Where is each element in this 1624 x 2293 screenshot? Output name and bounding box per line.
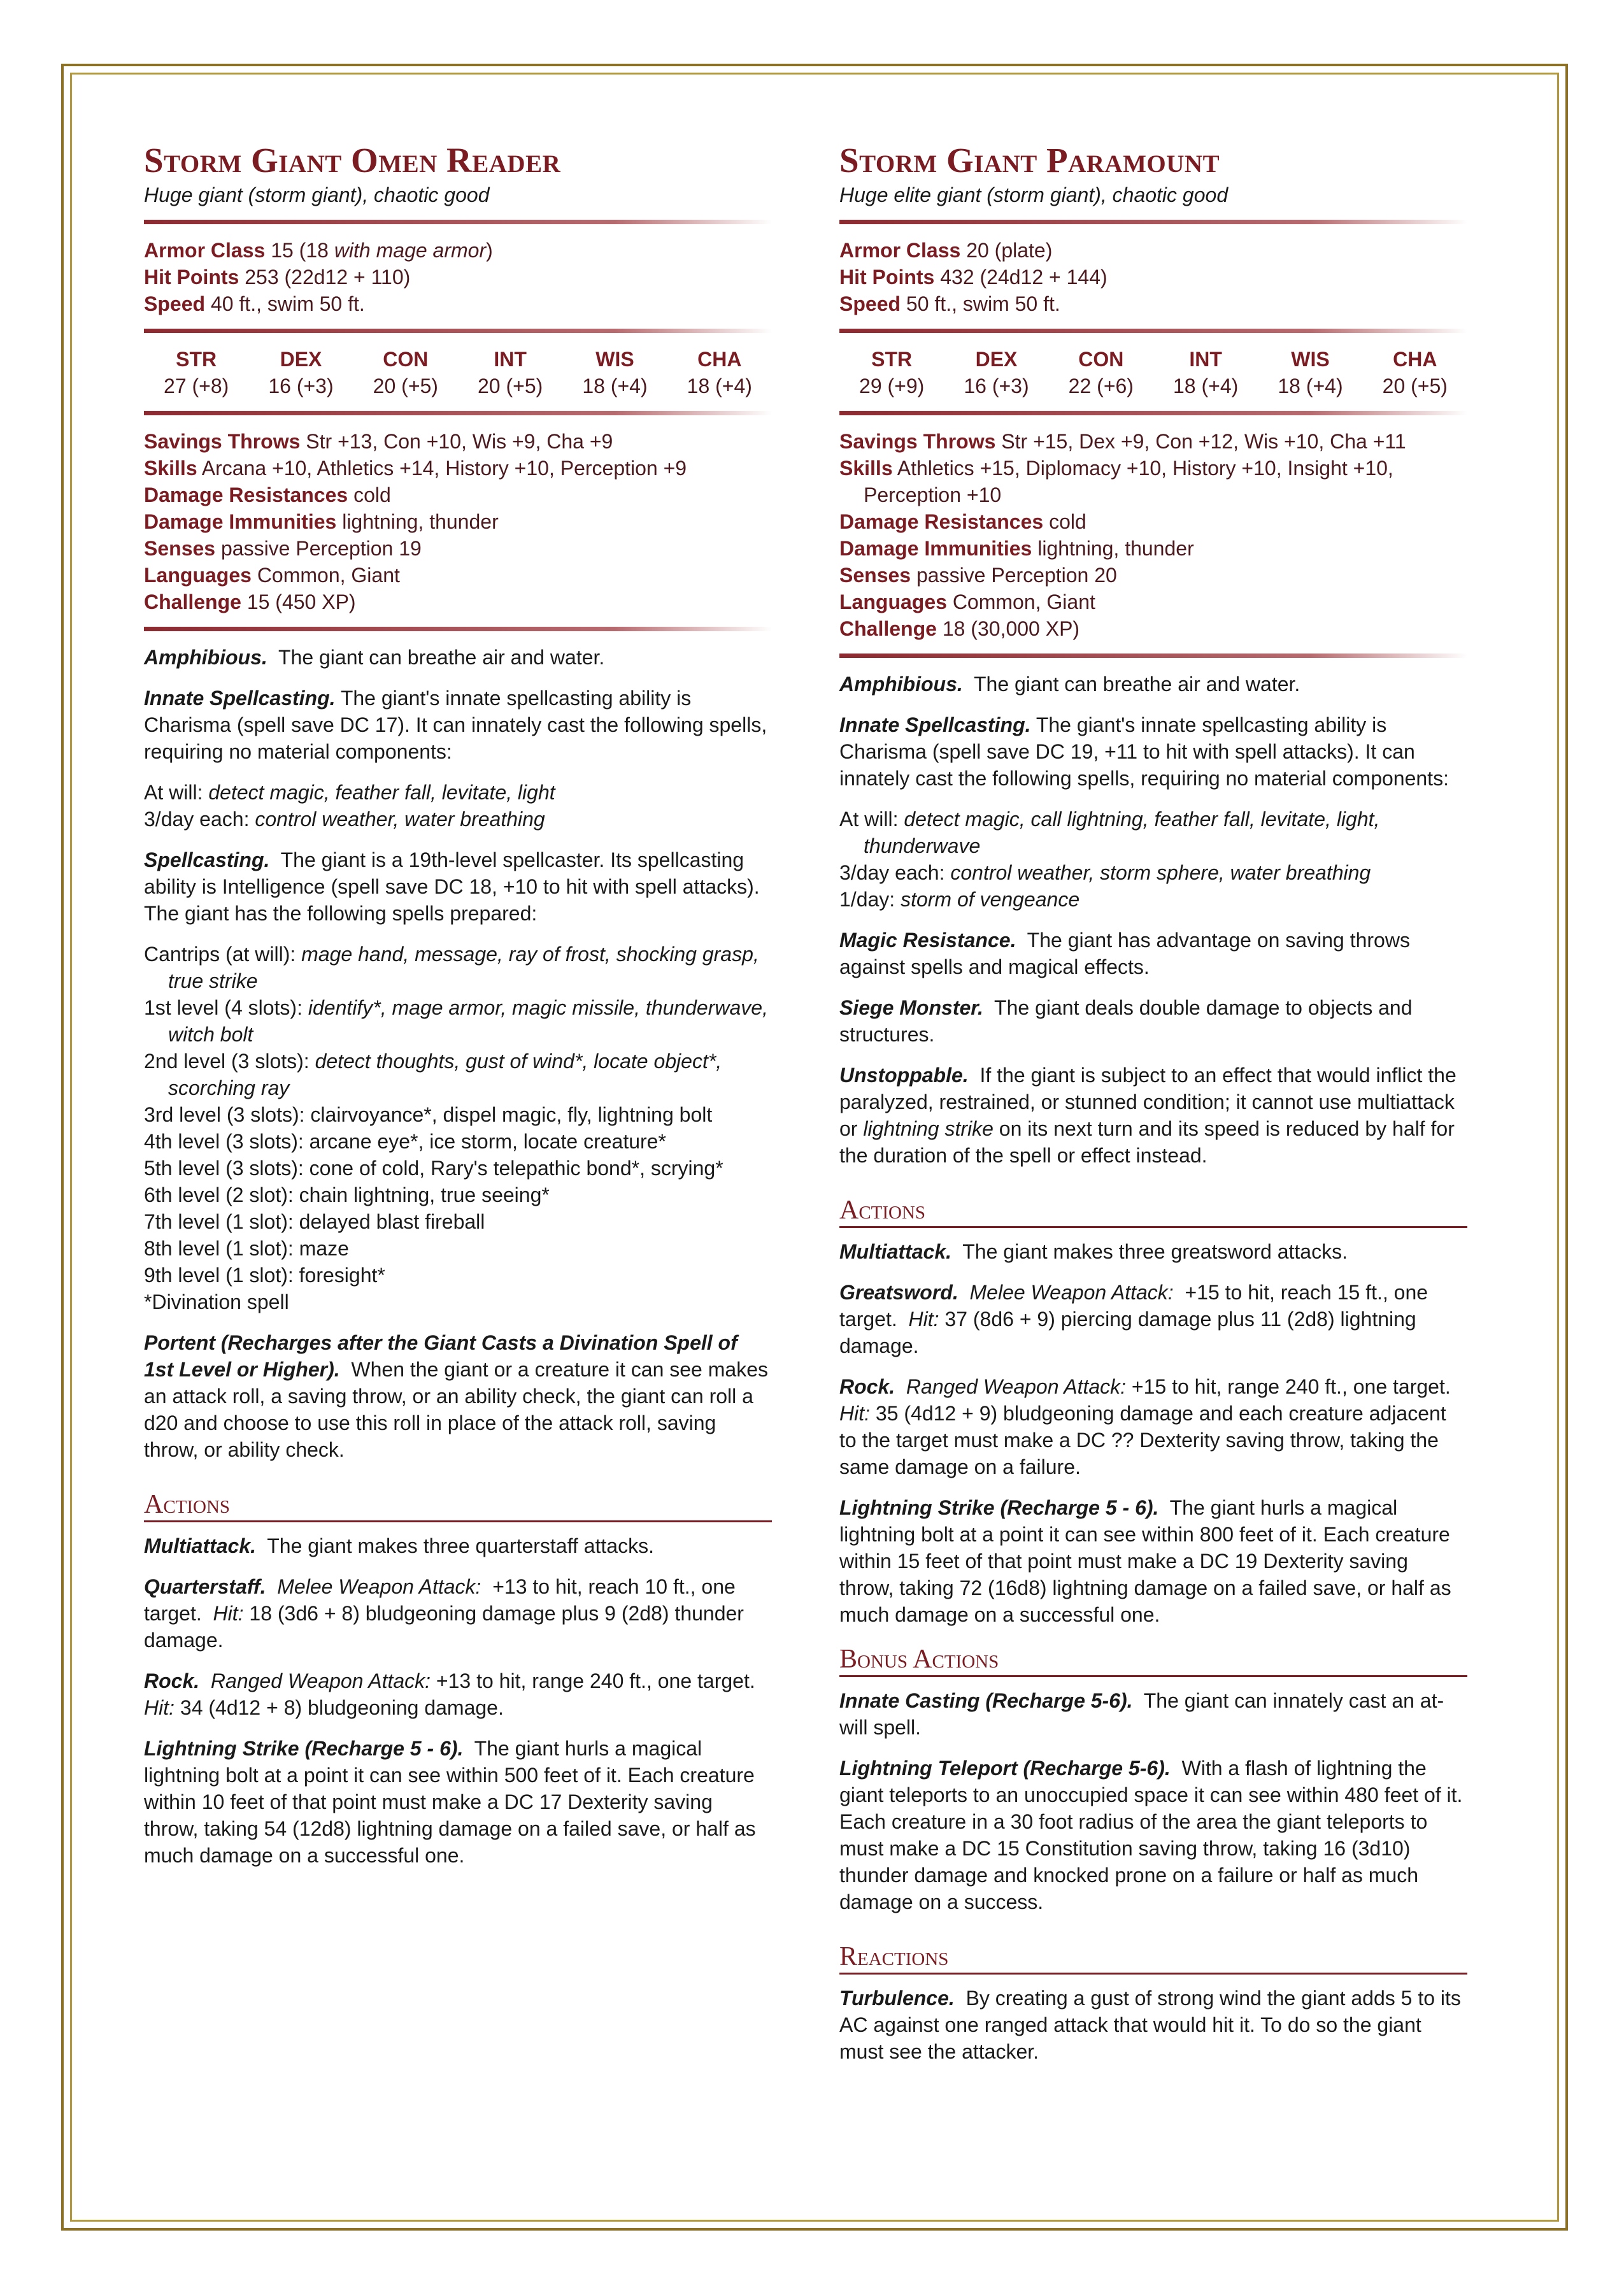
ability-score: 20 (+5) <box>478 374 543 397</box>
monster-title: Storm Giant Paramount <box>839 141 1220 180</box>
trait-magic-resistance: Magic Resistance. The giant has advantage on saving throws against spells and magical effects. <box>839 928 1410 978</box>
ability-name: WIS <box>1291 347 1330 371</box>
damage-immunities: Damage Immunities lightning, thunder <box>144 510 499 533</box>
divination-note: *Divination spell <box>144 1290 289 1313</box>
hit-points: Hit Points 432 (24d12 + 144) <box>839 265 1108 289</box>
ability-score: 18 (+4) <box>582 374 648 397</box>
trait-innate-spellcasting: Innate Spellcasting. The giant's innate spellcasting ability is Charisma (spell save DC 19, +11 to hit with spell attacks). It can innately cast the following spells, requiring no material components: <box>839 713 1449 790</box>
bonus-innate-casting: Innate Casting (Recharge 5-6). The giant can innately cast an at-will spell. <box>839 1689 1444 1739</box>
innate-spell-list <box>144 779 772 832</box>
spell-line: 4th level (3 slots): arcane eye*, ice storm, locate creature* <box>144 1129 666 1153</box>
divider <box>839 220 1467 224</box>
ability-name: DEX <box>975 347 1018 371</box>
action-quarterstaff: Quarterstaff. Melee Weapon Attack: +13 to hit, reach 10 ft., one target. Hit: 18 (3d6 + 8) bludgeoning damage plus 9 (2d8) thunder damage. <box>144 1575 744 1652</box>
prepared-spell-list <box>144 941 772 1315</box>
ability-score: 27 (+8) <box>164 374 229 397</box>
bonus-actions-heading: Bonus Actions <box>839 1645 1467 1677</box>
action-multiattack: Multiattack. The giant makes three quarterstaff attacks. <box>144 1534 654 1557</box>
ability-score: 18 (+4) <box>1173 374 1239 397</box>
divider <box>839 329 1467 333</box>
ability-score: 29 (+9) <box>859 374 925 397</box>
speed: Speed 40 ft., swim 50 ft. <box>144 292 365 315</box>
reactions-heading: Reactions <box>839 1942 1467 1975</box>
languages: Languages Common, Giant <box>839 590 1095 613</box>
spell-line: 7th level (1 slot): delayed blast fireball <box>144 1210 485 1233</box>
action-rock: Rock. Ranged Weapon Attack: +15 to hit, range 240 ft., one target. Hit: 35 (4d12 + 9) bludgeoning damage and each creature adjacent to the target must make a DC ?? Dexterity saving throw, taking the same damage on a failure. <box>839 1375 1451 1478</box>
spell-line: 2nd level (3 slots): detect thoughts, gust of wind*, locate object*, scorching ray <box>144 1049 722 1099</box>
spell-line: 3/day each: control weather, water breathing <box>144 807 545 831</box>
monster-title: Storm Giant Omen Reader <box>144 141 561 180</box>
spell-line: 5th level (3 slots): cone of cold, Rary's telepathic bond*, scrying* <box>144 1156 723 1180</box>
trait-unstoppable: Unstoppable. If the giant is subject to an effect that would inflict the paralyzed, restrained, or stunned condition; it cannot use multiattack or lightning strike on its next turn and its speed is reduced by half for the duration of the spell or effect instead. <box>839 1063 1457 1167</box>
stat-block-omen-reader <box>144 141 772 1869</box>
monster-subtitle: Huge giant (storm giant), chaotic good <box>144 183 490 206</box>
ability-name: WIS <box>595 347 634 371</box>
action-lightning-strike: Lightning Strike (Recharge 5 - 6). The giant hurls a magical lightning bolt at a point it can see within 800 feet of it. Each creature within 15 feet of that point must make a DC 19 Dexterity saving throw, taking 72 (16d8) lightning damage on a failed save, or half as much damage on a successful one. <box>839 1496 1451 1626</box>
spell-line: 9th level (1 slot): foresight* <box>144 1263 385 1287</box>
saving-throws: Savings Throws Str +15, Dex +9, Con +12, Wis +10, Cha +11 <box>839 429 1406 453</box>
spell-line: At will: detect magic, feather fall, levitate, light <box>144 780 555 804</box>
languages: Languages Common, Giant <box>144 563 400 587</box>
ability-name: CHA <box>697 347 742 371</box>
challenge: Challenge 18 (30,000 XP) <box>839 617 1080 640</box>
spell-line: 3/day each: control weather, storm sphere, water breathing <box>839 861 1371 884</box>
divider <box>839 654 1467 658</box>
spell-line: At will: detect magic, call lightning, feather fall, levitate, light, thunderwave <box>839 807 1380 857</box>
ability-score: 20 (+5) <box>1382 374 1448 397</box>
trait-amphibious: Amphibious. The giant can breathe air and water. <box>839 672 1300 696</box>
bonus-lightning-teleport: Lightning Teleport (Recharge 5-6). With a flash of lightning the giant teleports to an unoccupied space it can see within 480 feet of it. Each creature in a 30 foot radius of the area the giant teleports to must make a DC 15 Constitution saving throw, taking 16 (3d10) thunder damage and knocked prone on a failure or half as much damage on a success. <box>839 1756 1463 1913</box>
hit-points: Hit Points 253 (22d12 + 110) <box>144 265 411 289</box>
monster-subtitle: Huge elite giant (storm giant), chaotic good <box>839 183 1229 206</box>
ability-score: 20 (+5) <box>373 374 438 397</box>
divider <box>144 411 772 415</box>
stat-block-paramount <box>839 141 1467 2065</box>
ability-scores <box>839 346 1467 399</box>
ability-score: 16 (+3) <box>964 374 1029 397</box>
actions-heading: Actions <box>144 1490 772 1522</box>
action-lightning-strike: Lightning Strike (Recharge 5 - 6). The giant hurls a magical lightning bolt at a point it can see within 500 feet of it. Each creature within 10 feet of that point must make a DC 17 Dexterity saving throw, taking 54 (12d8) lightning damage on a failed save, or half as much damage on a successful one. <box>144 1736 756 1867</box>
divider <box>144 329 772 333</box>
damage-resistances: Damage Resistances cold <box>839 510 1086 533</box>
armor-class: Armor Class 15 (18 with mage armor) <box>144 238 493 262</box>
speed: Speed 50 ft., swim 50 ft. <box>839 292 1060 315</box>
ability-score: 18 (+4) <box>687 374 752 397</box>
spell-line: 1/day: storm of vengeance <box>839 887 1080 911</box>
armor-class: Armor Class 20 (plate) <box>839 238 1053 262</box>
ability-name: INT <box>494 347 527 371</box>
actions-heading: Actions <box>839 1196 1467 1228</box>
ability-score: 18 (+4) <box>1278 374 1343 397</box>
action-multiattack: Multiattack. The giant makes three greatsword attacks. <box>839 1239 1348 1263</box>
spell-line: 8th level (1 slot): maze <box>144 1236 349 1260</box>
divider <box>144 627 772 631</box>
divider <box>144 220 772 224</box>
trait-innate-spellcasting: Innate Spellcasting. The giant's innate spellcasting ability is Charisma (spell save DC 17). It can innately cast the following spells, requiring no material components: <box>144 686 767 763</box>
senses: Senses passive Perception 19 <box>144 536 422 560</box>
ability-name: INT <box>1189 347 1222 371</box>
senses: Senses passive Perception 20 <box>839 563 1117 587</box>
ability-score: 22 (+6) <box>1068 374 1134 397</box>
trait-spellcasting: Spellcasting. The giant is a 19th-level spellcaster. Its spellcasting ability is Intelligence (spell save DC 18, +10 to hit with spell attacks). The giant has the following spells prepared: <box>144 848 760 925</box>
ability-scores <box>144 346 772 399</box>
spell-line: 6th level (2 slot): chain lightning, true seeing* <box>144 1183 550 1206</box>
innate-spell-list <box>839 806 1467 913</box>
spell-line: Cantrips (at will): mage hand, message, ray of frost, shocking grasp, true strike <box>144 942 759 992</box>
trait-amphibious: Amphibious. The giant can breathe air and water. <box>144 645 605 669</box>
trait-portent: Portent (Recharges after the Giant Casts a Divination Spell of 1st Level or Higher). When the giant or a creature it can see makes an attack roll, a saving throw, or an ability check, the giant can roll a d20 and choose to use this roll in place of the attack roll, saving throw, or ability check. <box>144 1331 768 1461</box>
action-rock: Rock. Ranged Weapon Attack: +13 to hit, range 240 ft., one target. Hit: 34 (4d12 + 8) bludgeoning damage. <box>144 1669 755 1719</box>
ability-name: CHA <box>1393 347 1437 371</box>
skills: Skills Athletics +15, Diplomacy +10, History +10, Insight +10, Perception +10 <box>839 456 1393 506</box>
trait-siege-monster: Siege Monster. The giant deals double damage to objects and structures. <box>839 996 1413 1046</box>
ability-name: CON <box>1078 347 1124 371</box>
saving-throws: Savings Throws Str +13, Con +10, Wis +9, Cha +9 <box>144 429 613 453</box>
ability-name: DEX <box>280 347 322 371</box>
reaction-turbulence: Turbulence. By creating a gust of strong wind the giant adds 5 to its AC against one ranged attack that would hit it. To do so the giant must see the attacker. <box>839 1986 1461 2063</box>
damage-immunities: Damage Immunities lightning, thunder <box>839 536 1194 560</box>
divider <box>839 411 1467 415</box>
challenge: Challenge 15 (450 XP) <box>144 590 356 613</box>
skills: Skills Arcana +10, Athletics +14, History +10, Perception +9 <box>144 456 687 480</box>
ability-name: STR <box>871 347 913 371</box>
ability-name: STR <box>176 347 217 371</box>
ability-name: CON <box>383 347 429 371</box>
spell-line: 3rd level (3 slots): clairvoyance*, dispel magic, fly, lightning bolt <box>144 1103 713 1126</box>
damage-resistances: Damage Resistances cold <box>144 483 391 506</box>
action-greatsword: Greatsword. Melee Weapon Attack: +15 to hit, reach 15 ft., one target. Hit: 37 (8d6 + 9) piercing damage plus 11 (2d8) lightning damage. <box>839 1280 1428 1357</box>
spell-line: 1st level (4 slots): identify*, mage armor, magic missile, thunderwave, witch bolt <box>144 996 768 1046</box>
ability-score: 16 (+3) <box>268 374 334 397</box>
